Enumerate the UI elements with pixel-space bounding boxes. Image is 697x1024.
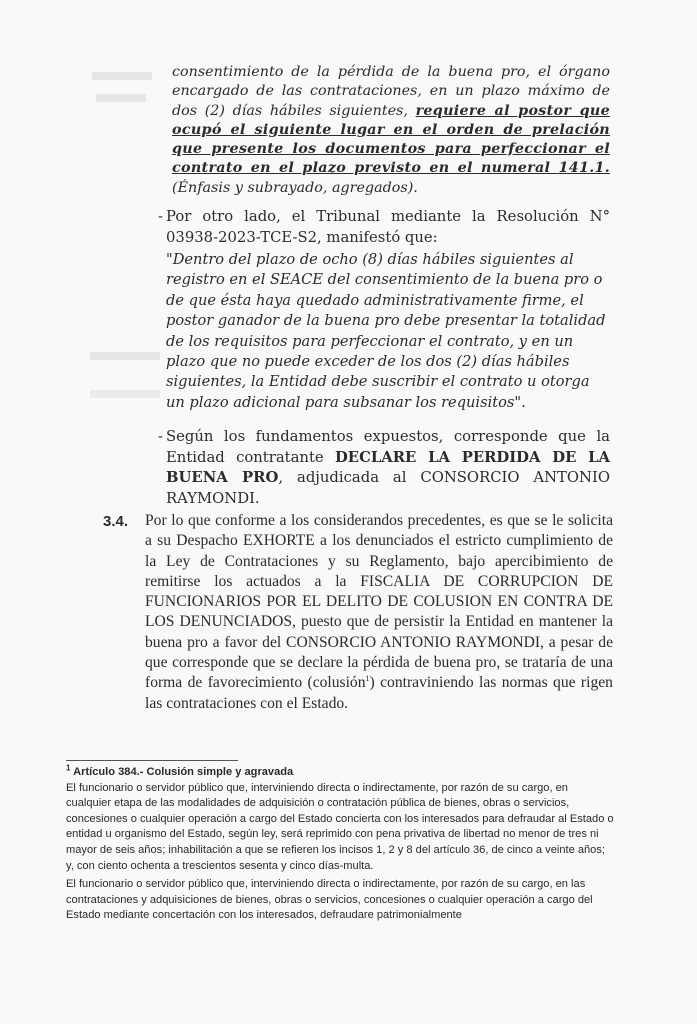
quote-emphasis: requiere al postor que ocupó el siguiente lugar en el orden de prelación que presente los documentos para perfeccionar el contrato en el plazo previsto en el numeral 141.1. — [172, 102, 610, 177]
footnote-ref[interactable]: 1 — [365, 674, 370, 684]
section-number: 3.4. — [103, 513, 129, 530]
section-text-end: ) contraviniendo las normas que rigen las contrataciones con el Estado. — [145, 674, 613, 712]
bullet-conclusion — [158, 427, 610, 509]
conclusion-text-end: , adjudicada al CONSORCIO ANTONIO RAYMONDI. — [166, 469, 610, 507]
bullet-dash: - — [158, 428, 163, 445]
bleed-through-mark — [96, 94, 146, 102]
bleed-through-mark — [90, 390, 160, 398]
quote-text: consentimiento de la pérdida de la buena pro, el órgano encargado de las contrataciones, en un plazo máximo de dos (2) días hábiles siguientes, — [172, 64, 610, 119]
footnote-divider — [66, 760, 238, 761]
resolution-quote: "Dentro del plazo de ocho (8) días hábiles siguientes al registro en el SEACE del consentimiento de la buena pro o de que ésta haya quedado administrativamente firme, el postor ganador de la buena pro debe presentar la totalidad de los requisitos para perfeccionar el contrato, y en un plazo que no puede exceder de los dos (2) días hábiles siguientes, la Entidad debe suscribir el contrato u otorga un plazo adicional para subsanar los requisitos". — [166, 251, 606, 411]
bullet-resolution — [158, 207, 610, 413]
bleed-through-mark — [92, 72, 152, 80]
quote-note: (Énfasis y subrayado, agregados). — [172, 179, 418, 196]
footnote-paragraph: El funcionario o servidor público que, interviniendo directa o indirectamente, por razón de su cargo, en las contrataciones y adquisiciones de bienes, obras o servicios, concesiones o cualquier operación a cargo del Estado mediante concertación con los interesados, defraudare patrimonialmente — [66, 878, 593, 922]
footnote-paragraph: El funcionario o servidor público que, interviniendo directa o indirectamente, por razón de su cargo, en cualquier etapa de las modalidades de adquisición o contratación pública de bienes, obras o servicios, concesiones o cualquier operación a cargo del Estado concierta con los interesados para defraudar al Estado o entidad u organismo del Estado, según ley, será reprimido con pena privativa de libertad no menor de tres ni mayor de seis años; inhabilitación a que se refieren los incisos 1, 2 y 8 del artículo 36, de cinco a veinte años; y, con ciento ochenta a trescientos sesenta y cinco días-multa. — [66, 781, 614, 872]
section-text: Por lo que conforme a los considerandos precedentes, es que se le solicita a su Despacho EXHORTE a los denunciados el estricto cumplimiento de la Ley de Contrataciones y su Reglamento, bajo apercibimiento de remitirse los actuados a la FISCALIA DE CORRUPCION DE FUNCIONARIOS POR EL DELITO DE COLUSION EN CONTRA DE LOS DENUNCIADOS, puesto que de persistir la Entidad en mantener la buena pro a favor del CONSORCIO ANTONIO RAYMONDI, a pesar de que corresponde que se declare la pérdida de buena pro, se trataría de una forma de favorecimiento (colusión — [145, 512, 613, 692]
bullet-dash: - — [158, 208, 163, 225]
footnote-marker: 1 — [66, 763, 71, 773]
bullet-intro: Por otro lado, el Tribunal mediante la Resolución N° 03938-2023-TCE-S2, manifestó que: — [166, 208, 610, 246]
footnote-title: $^1$ Artículo 384.- Colusión simple y agravada — [66, 763, 294, 778]
bleed-through-mark — [90, 352, 160, 360]
footnote — [66, 765, 614, 924]
conclusion-bold: DECLARE LA PERDIDA DE LA BUENA PRO — [166, 448, 610, 486]
section-body — [145, 511, 613, 714]
quote-continuation — [172, 63, 610, 198]
conclusion-text: Según los fundamentos expuestos, corresponde que la Entidad contratante — [166, 428, 610, 466]
